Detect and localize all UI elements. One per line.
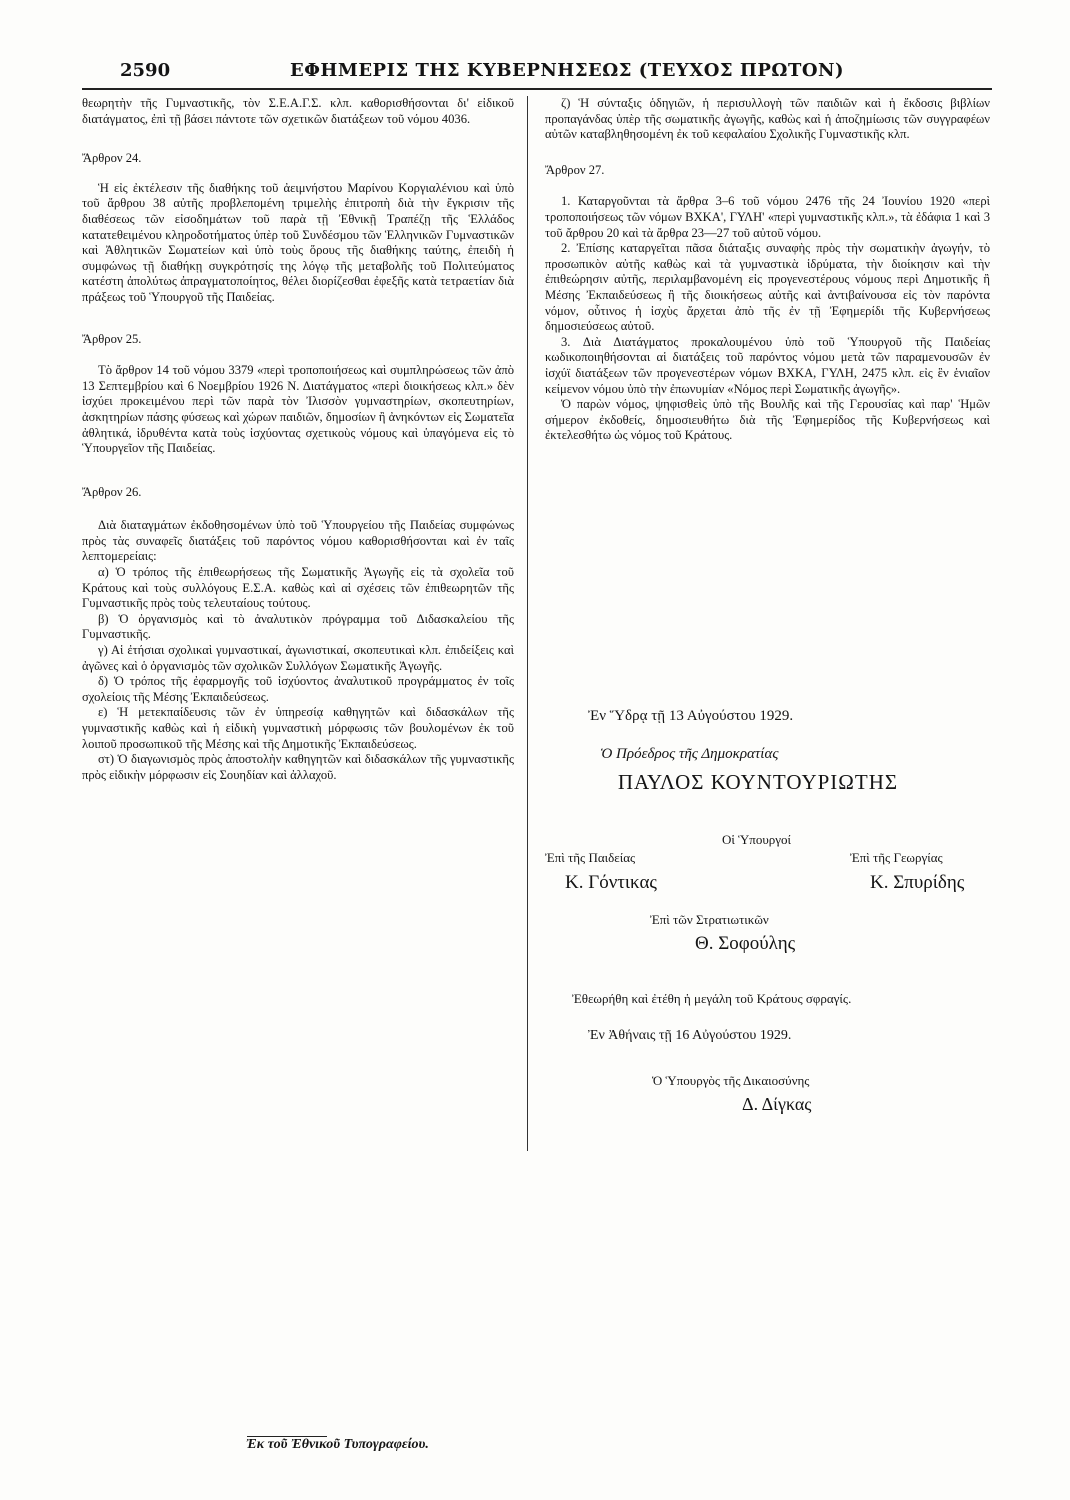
- article-26-item-z: ζ) Ἡ σύνταξις ὁδηγιῶν, ἡ περισυλλογὴ τῶν παιδιῶν καὶ ἡ ἔκδοσις βιβλίων προπαγάνδας ὑπὲρ τῆς σωματικῆς ἀγωγῆς, καθὼς καὶ ἡ ἀποζημίωσις τῶν συγγραφέων αὐτῶν καταβληθησομένη ἐκ τοῦ κεφαλαίου Σχολικῆς Γυμναστικῆς κλπ.: [545, 96, 990, 142]
- article-24-heading: Ἄρθρον 24.: [82, 151, 142, 166]
- minister-education-signature: Κ. Γόντικας: [565, 872, 657, 893]
- minister-education-label: Ἐπὶ τῆς Παιδείας: [545, 850, 636, 865]
- justice-minister-signature: Δ. Δίγκας: [742, 1094, 812, 1114]
- article-26-heading: Ἄρθρον 26.: [82, 484, 142, 499]
- article-25-text: Τὸ ἄρθρον 14 τοῦ νόμου 3379 «περὶ τροποποιήσεως καὶ συμπληρώσεως τῶν ἀπὸ 13 Σεπτεμβρίου καὶ 6 Νοεμβρίου 1926 Ν. Διατάγματος «περὶ διοικήσεως κλπ.» δὲν ἰσχύει προκειμένου περὶ τῶν παρὰ τὸν Ἰλισσὸν γυμναστηρίων, σκοπευτηρίων, ἀσκητηρίων πάσης φύσεως καὶ χώρων παιδιῶν, δημοσίων ἢ ἀνηκόντων εἰς Σωματεῖα ἀθλητικά, ἱδρυθέντα κατὰ τοὺς ἰσχύοντας σχετικοὺς νόμους καὶ ὑπαγόμενα εἰς τὸ Ὑπουργεῖον τῆς Παιδείας.: [82, 363, 514, 456]
- column-divider: [527, 96, 528, 1151]
- president-name: ΠΑΥΛΟΣ ΚΟΥΝΤΟΥΡΙΩΤΗΣ: [617, 770, 899, 794]
- article-26-item-st: στ) Ὁ διαγωνισμὸς πρὸς ἀποστολὴν καθηγητῶν καὶ διδασκάλων τῆς γυμναστικῆς πρὸς εἰδικὴν μόρφωσιν εἰς Σουηδίαν καὶ ἀλλαχοῦ.: [82, 752, 514, 782]
- article-26-item-b: β) Ὁ ὀργανισμὸς καὶ τὸ ἀναλυτικὸν πρόγραμμα τοῦ Διδασκαλείου τῆς Γυμναστικῆς.: [82, 611, 514, 642]
- left-column: [82, 96, 514, 783]
- president-title: Ὁ Πρόεδρος τῆς Δημοκρατίας: [600, 746, 779, 762]
- printer-imprint: Ἐκ τοῦ Ἐθνικοῦ Τυπογραφείου.: [246, 1437, 429, 1452]
- ministers-label: Οἱ Ὑπουργοί: [722, 832, 792, 847]
- right-column: [545, 96, 990, 444]
- article-26-item-c: γ) Αἱ ἐτήσιαι σχολικαὶ γυμναστικαί, ἀγωνιστικαί, σκοπευτικαὶ κλπ. ἐπιδείξεις καὶ ἀγῶνες καὶ ὁ ὀργανισμὸς τῶν σχολικῶν Συλλόγων Σωματικῆς Ἀγωγῆς.: [82, 643, 514, 673]
- article-26-item-d: δ) Ὁ τρόπος τῆς ἐφαρμογῆς τοῦ ἰσχύοντος ἀναλυτικοῦ προγράμματος ἐν τοῖς σχολείοις τῆς Μέσης Ἐκπαιδεύσεως.: [82, 674, 514, 704]
- minister-military-signature: Θ. Σοφούλης: [695, 933, 796, 954]
- intro-paragraph: θεωρητὴν τῆς Γυμναστικῆς, τὸν Σ.Ε.Α.Γ.Σ. κλπ. καθορισθήσονται δι' εἰδικοῦ διατάγματος, ἐπὶ τῇ βάσει πάντοτε τῶν σχετικῶν διατάξεων τοῦ νόμου 4036.: [82, 96, 514, 126]
- date-hydra: Ἐν Ὕδρᾳ τῇ 13 Αὐγούστου 1929.: [588, 708, 794, 724]
- seal-note: Ἐθεωρήθη καὶ ἐτέθη ἡ μεγάλη τοῦ Κράτους σφραγίς.: [572, 991, 852, 1006]
- article-26-item-a: α) Ὁ τρόπος τῆς ἐπιθεωρήσεως τῆς Σωματικῆς Ἀγωγῆς εἰς τὰ σχολεῖα τοῦ Κράτους καὶ τοὺς συλλόγους Ε.Σ.Α. καθὼς καὶ αἱ σχέσεις τῶν ἐπιθεωρητῶν τῆς Γυμναστικῆς πρὸς τοὺς τελευταίους τούτους.: [82, 565, 514, 611]
- header-rule: [82, 88, 992, 90]
- minister-agriculture-label: Ἐπὶ τῆς Γεωργίας: [850, 850, 943, 865]
- gazette-title: ΕΦΗΜΕΡΙΣ ΤΗΣ ΚΥΒΕΡΝΗΣΕΩΣ (ΤΕΥΧΟΣ ΠΡΩΤΟΝ): [290, 60, 844, 81]
- minister-military-label: Ἐπὶ τῶν Στρατιωτικῶν: [650, 912, 769, 927]
- page-number: 2590: [120, 60, 171, 81]
- article-24-text: Ἡ εἰς ἐκτέλεσιν τῆς διαθήκης τοῦ ἀειμνήστου Μαρίνου Κοργιαλένιου καὶ ὑπὸ τοῦ ἄρθρου 38 αὐτῆς προβλεπομένη τριμελὴς ἐπιτροπὴ διὰ τὴν ἔγκρισιν τῆς διαθέσεως τῶν εἰσοδημάτων τοῦ παρὰ τῇ Ἐθνικῇ Τραπέζῃ τῆς Ἑλλάδος κατατεθειμένου κληροδοτήματος ὑπὲρ τοῦ Συνδέσμου τῶν Ἑλληνικῶν Γυμναστικῶν καὶ Ἀθλητικῶν Σωματείων καὶ ὑπὸ τοὺς ὅρους τῆς διαθήκης ταύτης, ἐπειδὴ ἡ συμφώνως τῇ διαθήκῃ συγκρότησίς της λόγῳ τῆς μεταβολῆς τοῦ Πολιτεύματος κατέστη ἀπολύτως ἀπραγματοποίητος, θέλει διορίζεσθαι ἐφεξῆς κατὰ τετραετίαν διὰ πράξεως τοῦ Ὑπουργοῦ τῆς Παιδείας.: [82, 180, 514, 304]
- article-27-para-2: 2. Ἐπίσης καταργεῖται πᾶσα διάταξις συναφὴς πρὸς τὴν σωματικὴν ἀγωγήν, τὸ προσωπικὸν αὐτῆς καθὼς καὶ τὰ γυμναστικὰ ἱδρύματα, τὴν διοίκησιν καὶ τὴν ἐπιθεώρησιν αὐτῆς, περιλαμβανομένη εἰς προγενεστέρους νόμους περὶ Δημοτικῆς ἢ Μέσης Ἐκπαιδεύσεως ἢ τῆς διοικήσεως αὐτῆς καὶ ἀντιβαίνουσα εἰς τὸν παρόντα νόμον, οὗτινος ἡ ἰσχὺς ἄρχεται ἀπὸ τῆς ἐν τῇ Ἐφημερίδι τῆς Κυβερνήσεως δημοσιεύσεως αὐτοῦ.: [545, 241, 990, 334]
- article-25-heading: Ἄρθρον 25.: [82, 331, 142, 346]
- article-26-text: Διὰ διαταγμάτων ἐκδοθησομένων ὑπὸ τοῦ Ὑπουργείου τῆς Παιδείας συμφώνως πρὸς τὰς συναφεῖς διατάξεις τοῦ παρόντος νόμου καθορισθήσονται καὶ ἐν ταῖς λεπτομερείαις:: [82, 518, 514, 564]
- page-header: [82, 58, 992, 88]
- article-27-para-3: 3. Διὰ Διατάγματος προκαλουμένου ὑπὸ τοῦ Ὑπουργοῦ τῆς Παιδείας κωδικοποιηθήσονται αἱ διατάξεις τοῦ παρόντος νόμου μετὰ τῶν παραμενουσῶν ἐν ἰσχύϊ διατάξεων τῶν προγενεστέρων νόμων ΒΧΚΑ, ΓΥΛΗ, 2475 κλπ. εἰς ἓν ἑνιαῖον κείμενον νόμου ὑπὸ τὴν ἐπωνυμίαν «Νόμος περὶ Σωματικῆς ἀγωγῆς».: [545, 334, 990, 396]
- article-27-para-1: 1. Καταργοῦνται τὰ ἄρθρα 3–6 τοῦ νόμου 2476 τῆς 24 Ἰουνίου 1920 «περὶ τροποποιήσεως τῶν νόμων ΒΧΚΑ', ΓΥΛΗ' «περὶ γυμναστικῆς κλπ.», τὰ ἐδάφια 1 καὶ 3 τοῦ ἄρθρου 20 καὶ τὰ ἄρθρα 23—27 τοῦ αὐτοῦ νόμου.: [545, 194, 990, 240]
- article-27-heading: Ἄρθρον 27.: [545, 162, 605, 177]
- promulgation-clause: Ὁ παρὼν νόμος, ψηφισθεὶς ὑπὸ τῆς Βουλῆς καὶ τῆς Γερουσίας καὶ παρ' Ἡμῶν σήμερον ἐκδοθείς, δημοσιευθήτω διὰ τῆς Ἐφημερίδος τῆς Κυβερνήσεως καὶ ἐκτελεσθήτω ὡς νόμος τοῦ Κράτους.: [545, 397, 990, 443]
- justice-minister-label: Ὁ Ὑπουργὸς τῆς Δικαιοσύνης: [652, 1073, 810, 1088]
- article-26-item-e: ε) Ἡ μετεκπαίδευσις τῶν ἐν ὑπηρεσίᾳ καθηγητῶν καὶ διδασκάλων τῆς γυμναστικῆς καθὼς καὶ ἡ εἰδικὴ γυμναστικὴ μόρφωσις τῶν βουλομένων ἐκ τοῦ λοιποῦ προσωπικοῦ τῆς Μέσης καὶ τῆς Δημοτικῆς Ἐκπαιδεύσεως.: [82, 705, 514, 751]
- minister-agriculture-signature: Κ. Σπυρίδης: [870, 872, 965, 893]
- date-athens: Ἐν Ἀθήναις τῇ 16 Αὐγούστου 1929.: [588, 1028, 792, 1043]
